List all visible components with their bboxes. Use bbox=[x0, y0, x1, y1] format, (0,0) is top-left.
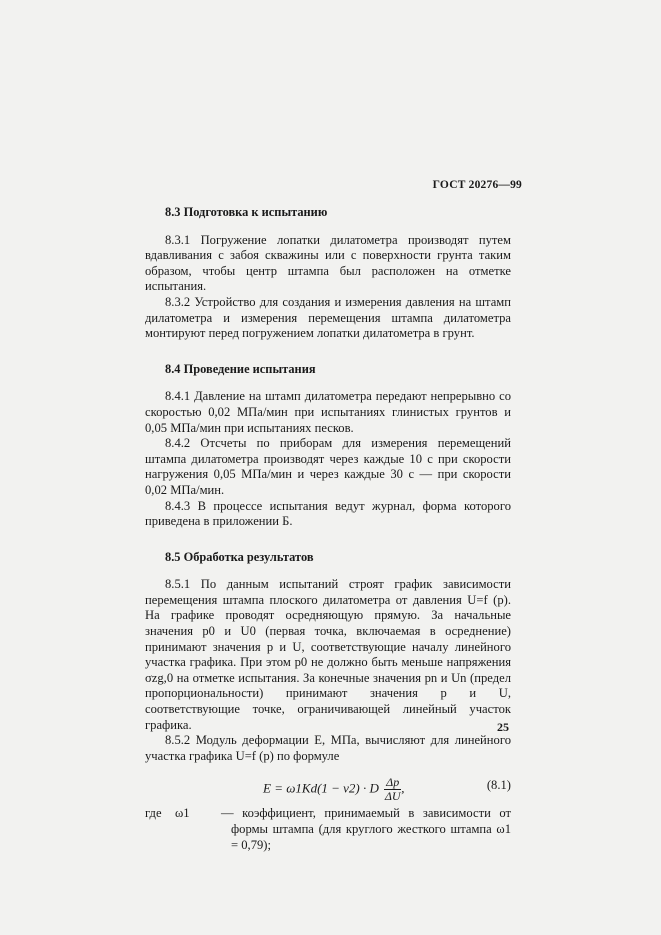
where-symbol: ω1 bbox=[175, 806, 190, 821]
where-definition: — коэффициент, принимаемый в зависимости от формы штампа (для круглого жесткого штампа ω1 = 0,79); bbox=[221, 806, 511, 852]
paragraph-8-5-2: 8.5.2 Модуль деформации E, МПа, вычисляют для линейного участка графика U=f (p) по формуле bbox=[145, 733, 511, 763]
paragraph-8-3-2: 8.3.2 Устройство для создания и измерения давления на штамп дилатометра и измерения перемещения штампа дилатометра монтируют перед погружением лопатки дилатометра в грунт. bbox=[145, 294, 511, 341]
paragraph-8-4-3: 8.4.3 В процессе испытания ведут журнал, форма которого приведена в приложении Б. bbox=[145, 498, 511, 529]
document-body bbox=[145, 205, 511, 853]
formula-8-1 bbox=[145, 768, 511, 804]
page-number: 25 bbox=[497, 720, 509, 734]
formula-fraction bbox=[384, 776, 401, 803]
section-heading-8-4: 8.4 Проведение испытания bbox=[165, 361, 316, 376]
section-heading-8-3: 8.3 Подготовка к испытанию bbox=[165, 205, 328, 219]
symbol-definitions bbox=[145, 806, 511, 853]
where-lead: где bbox=[145, 806, 162, 821]
section-heading-8-5: 8.5 Обработка результатов bbox=[165, 549, 314, 564]
formula-denominator: ΔU bbox=[384, 789, 401, 804]
formula-number: (8.1) bbox=[486, 778, 511, 793]
paragraph-8-5-1: 8.5.1 По данным испытаний строят график зависимости перемещения штампа плоского дилатометра от давления U=f (p). На графике проводят осредняющую прямую. За начальные значения p0 и U0 (первая точка, включаемая в осреднение) принимают значения p и U, соответствующие началу линейного участка графика. При этом p0 не должно быть меньше напряжения σzg,0 на отметке испытания. За конечные значения pn и Un (предел пропорциональности) принимают значения p и U, соответствующие точке, ограничивающей линейный участок графика. bbox=[145, 577, 511, 732]
paragraph-8-4-1: 8.4.1 Давление на штамп дилатометра передают непрерывно со скоростью 0,02 МПа/мин при испытаниях глинистых грунтов и 0,05 МПа/мин при испытаниях песков. bbox=[145, 389, 511, 435]
paragraph-8-4-2: 8.4.2 Отсчеты по приборам для измерения перемещений штампа дилатометра производят через каждые 10 с при скорости нагружения 0,05 МПа/мин и через каждые 30 с — при скорости 0,02 МПа/мин. bbox=[145, 436, 511, 497]
formula-numerator: Δp bbox=[386, 775, 400, 790]
formula-lhs: E = ω1Kd(1 − ν2) · D bbox=[263, 780, 379, 796]
paragraph-8-3-1: 8.3.1 Погружение лопатки дилатометра производят путем вдавливания с забоя скважины или с поверхности грунта таким образом, чтобы центр штампа был расположен на отметке испытания. bbox=[145, 232, 511, 294]
document-id: ГОСТ 20276—99 bbox=[432, 179, 522, 191]
formula-tail: , bbox=[401, 780, 405, 796]
formula-expression bbox=[263, 776, 404, 803]
